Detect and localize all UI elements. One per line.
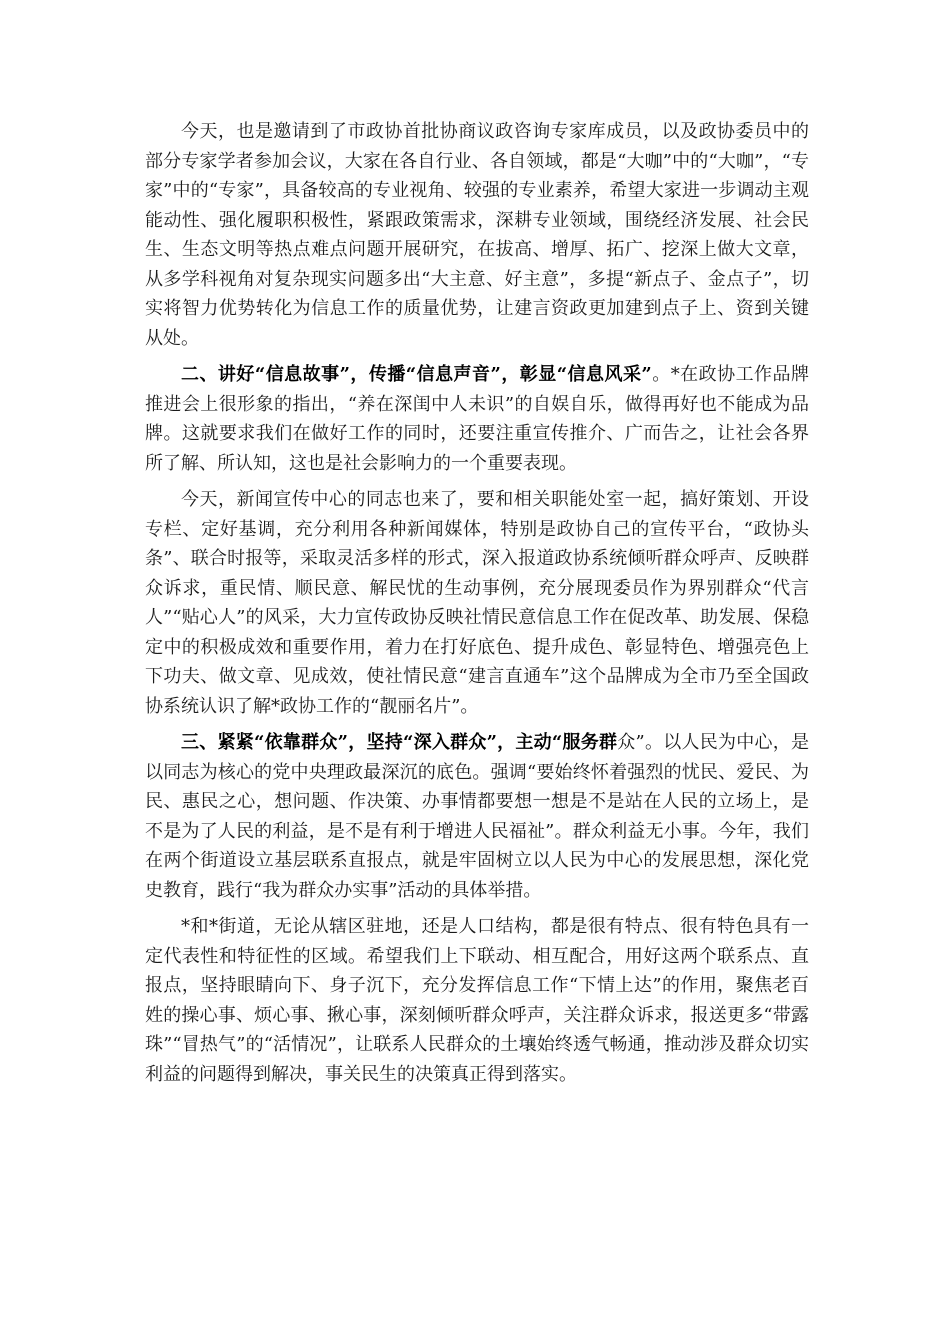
paragraph-section-three [145, 728, 809, 905]
paragraph-text: 今天，也是邀请到了市政协首批协商议政咨询专家库成员，以及政协委员中的部分专家学者参加会议，大家在各自行业、各自领域，都是“大咖”中的“大咖”，“专家”中的“专家”，具备较高的专业视角、较强的专业素养，希望大家进一步调动主观能动性、强化履职积极性，紧跟政策需求，深耕专业领域，围绕经济发展、社会民生、生态文明等热点难点问题开展研究，在拔高、增厚、拓广、挖深上做大文章，从多学科视角对复杂现实问题多出“大主意、好主意”，多提“新点子、金点子”，切实将智力优势转化为信息工作的质量优势，让建言资政更加建到点子上、资到关键从处。 [145, 121, 809, 349]
paragraph-text: 。*在政协工作品牌推进会上很形象的指出，“养在深闺中人未识”的自娱自乐，做得再好也不能成为品牌。这就要求我们在做好工作的同时，还要注重宣传推介、广而告之，让社会各界所了解、所认知，这也是社会影响力的一个重要表现。 [145, 364, 809, 474]
paragraph-text: 众”。以人民为中心，是以同志为核心的党中央理政最深沉的底色。强调“要始终怀着强烈的忧民、爱民、为民、惠民之心，想问题、作决策、办事情都要想一想是不是站在人民的立场上，是不是为了人民的利益，是不是有利于增进人民福祉”。群众利益无小事。今年，我们在两个街道设立基层联系直报点，就是牢固树立以人民为中心的发展思想，深化党史教育，践行“我为群众办实事”活动的具体举措。 [145, 732, 810, 901]
paragraph-section-two [145, 360, 809, 478]
paragraph-news-center [145, 485, 809, 721]
paragraph-text: 今天，新闻宣传中心的同志也来了，要和相关职能处室一起，搞好策划、开设专栏、定好基调，充分利用各种新闻媒体，特别是政协自己的宣传平台，“政协头条”、联合时报等，采取灵活多样的形式，深入报道政协系统倾听群众呼声、反映群众诉求，重民情、顺民意、解民忧的生动事例，充分展现委员作为界别群众“代言人”“贴心人”的风采，大力宣传政协反映社情民意信息工作在促改革、助发展、保稳定中的积极成效和重要作用，着力在打好底色、提升成色、彰显特色、增强亮色上下功夫、做文章、见成效，使社情民意“建言直通车”这个品牌成为全市乃至全国政协系统认识了解*政协工作的“靓丽名片”。 [145, 489, 809, 717]
document-body [145, 117, 809, 1096]
section-heading: 三、紧紧“依靠群众”，坚持“深入群众”，主动“服务群 [181, 732, 618, 753]
paragraph-text: *和*街道，无论从辖区驻地，还是人口结构，都是很有特点、很有特色具有一定代表性和特征性的区域。希望我们上下联动、相互配合，用好这两个联系点、直报点，坚持眼睛向下、身子沉下，充分发挥信息工作“下情上达”的作用，聚焦老百姓的操心事、烦心事、揪心事，深刻倾听群众呼声，关注群众诉求，报送更多“带露珠”“冒热气”的“活情况”，让联系人民群众的土壤始终透气畅通，推动涉及群众切实利益的问题得到解决，事关民生的决策真正得到落实。 [145, 916, 809, 1085]
section-heading: 二、讲好“信息故事”，传播“信息声音”，彰显“信息风采” [181, 364, 652, 385]
paragraph-expert-invitation [145, 117, 809, 353]
paragraph-street-contact [145, 912, 809, 1089]
